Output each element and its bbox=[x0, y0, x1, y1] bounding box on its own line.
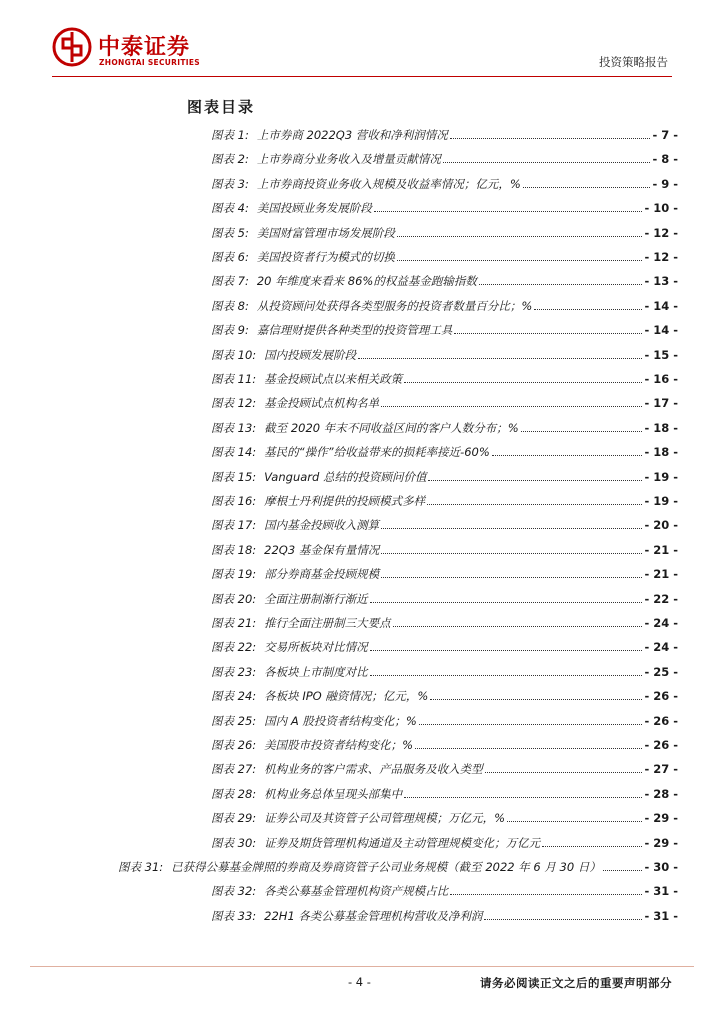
toc-entry-label: 图表 16: bbox=[211, 494, 257, 508]
toc-entry-label: 图表 25: bbox=[211, 713, 257, 728]
toc-leader-dots bbox=[370, 639, 643, 651]
toc-entry-page: - 26 - bbox=[644, 689, 678, 704]
toc-leader-dots bbox=[404, 371, 642, 383]
toc-entry-label: 图表 15: bbox=[211, 469, 257, 484]
toc-entry-page: - 26 - bbox=[644, 713, 678, 728]
toc-entry-caption: 上市券商投资业务收入规模及收益率情况；亿元，% bbox=[256, 176, 521, 191]
toc-entry-label: 图表 27: bbox=[211, 762, 257, 777]
toc-leader-dots bbox=[523, 176, 651, 188]
toc-entry-page: - 22 - bbox=[644, 591, 678, 606]
toc-entry[interactable] bbox=[211, 395, 678, 411]
brand-name-cn: 中泰证券 bbox=[98, 35, 191, 60]
toc-entry-page: - 17 - bbox=[644, 396, 678, 411]
toc-leader-dots bbox=[450, 883, 642, 895]
toc-leader-dots bbox=[484, 908, 642, 920]
toc-entry[interactable] bbox=[211, 664, 678, 680]
report-type: 投资策略报告 bbox=[599, 55, 668, 69]
header-divider bbox=[52, 76, 672, 77]
toc-entry-label: 图表 21: bbox=[211, 616, 257, 630]
toc-entry-label: 图表 22: bbox=[211, 640, 257, 655]
toc-entry-caption: 机构业务的客户需求、产品服务及收入类型 bbox=[264, 762, 483, 777]
toc-entry-page: - 21 - bbox=[644, 567, 678, 582]
toc-entry-label: 图表 12: bbox=[211, 396, 257, 411]
toc-entry-caption: 22Q3 基金保有量情况 bbox=[264, 542, 380, 557]
toc-leader-dots bbox=[428, 469, 642, 481]
toc-entry-page: - 16 - bbox=[644, 372, 678, 386]
toc-entry-page: - 29 - bbox=[644, 835, 678, 850]
toc-entry-caption: 推行全面注册制三大要点 bbox=[264, 616, 391, 630]
toc-entry[interactable] bbox=[211, 883, 678, 899]
toc-entry-label: 图表 8: bbox=[211, 298, 249, 313]
toc-entry-caption: 22H1 各类公募基金管理机构营收及净利润 bbox=[264, 908, 483, 923]
toc-entry-caption: 基民的“操作”给收益带来的损耗率接近-60% bbox=[264, 445, 490, 460]
toc-title: 图表目录 bbox=[187, 98, 256, 116]
toc-entry-caption: 美国投资者行为模式的切换 bbox=[256, 250, 395, 264]
toc-entry-caption: 交易所板块对比情况 bbox=[264, 640, 368, 655]
toc-entry-label: 图表 4: bbox=[211, 201, 249, 216]
toc-entry[interactable] bbox=[211, 639, 678, 655]
toc-entry-label: 图表 5: bbox=[211, 225, 249, 240]
toc-entry-label: 图表 11: bbox=[211, 372, 257, 386]
toc-entry[interactable] bbox=[211, 273, 678, 289]
brand-name-en: ZHONGTAI SECURITIES bbox=[99, 58, 200, 67]
toc-entry[interactable] bbox=[211, 176, 678, 192]
toc-leader-dots bbox=[542, 835, 642, 847]
toc-entry-page: - 28 - bbox=[644, 786, 678, 801]
toc-entry-label: 图表 32: bbox=[211, 884, 257, 899]
toc-entry[interactable] bbox=[211, 810, 678, 826]
toc-entry-label: 图表 9: bbox=[211, 323, 249, 338]
toc-entry-label: 图表 26: bbox=[211, 738, 257, 752]
toc-entry[interactable] bbox=[211, 249, 678, 265]
toc-entry-caption: 部分券商基金投顾规模 bbox=[264, 567, 380, 582]
toc-entry[interactable] bbox=[211, 371, 678, 387]
toc-entry-caption: 上市券商 2022Q3 营收和净利润情况 bbox=[256, 128, 448, 142]
toc-entry-label: 图表 30: bbox=[211, 835, 257, 850]
toc-entry-caption: 国内投顾发展阶段 bbox=[264, 347, 357, 362]
toc-entry[interactable] bbox=[211, 615, 678, 631]
toc-entry-label: 图表 10: bbox=[211, 347, 257, 362]
toc-entry[interactable] bbox=[211, 225, 678, 241]
toc-entry-caption: 各板块 IPO 融资情况；亿元，% bbox=[264, 689, 429, 704]
footer-disclaimer: 请务必阅读正文之后的重要声明部分 bbox=[480, 976, 672, 990]
toc-entry[interactable] bbox=[211, 566, 678, 582]
toc-entry-page: - 12 - bbox=[644, 225, 678, 240]
toc-leader-dots bbox=[427, 493, 642, 505]
toc-entry-page: - 24 - bbox=[644, 616, 678, 630]
toc-entry-page: - 30 - bbox=[644, 860, 678, 874]
toc-entry-caption: 国内 A 股投资者结构变化；% bbox=[264, 713, 417, 728]
toc-entry-page: - 15 - bbox=[644, 347, 678, 362]
toc-entry-caption: 全面注册制渐行渐近 bbox=[264, 591, 368, 606]
toc-leader-dots bbox=[393, 615, 643, 627]
toc-leader-dots bbox=[381, 566, 642, 578]
toc-entry[interactable] bbox=[211, 542, 678, 558]
toc-entry-page: - 19 - bbox=[644, 469, 678, 484]
toc-entry-page: - 9 - bbox=[652, 176, 678, 191]
toc-leader-dots bbox=[358, 347, 642, 359]
toc-entry-caption: 已获得公募基金牌照的券商及券商资管子公司业务规模（截至 2022 年 6 月 30 日） bbox=[171, 860, 601, 874]
toc-entry-page: - 7 - bbox=[652, 128, 678, 142]
toc-entry-caption: Vanguard 总结的投资顾问价值 bbox=[264, 469, 427, 484]
toc-leader-dots bbox=[370, 591, 643, 603]
toc-entry-label: 图表 3: bbox=[211, 176, 249, 191]
toc-leader-dots bbox=[381, 542, 642, 554]
toc-entry-caption: 美国投顾业务发展阶段 bbox=[256, 201, 372, 216]
toc-entry[interactable] bbox=[211, 347, 678, 363]
page-number: - 4 - bbox=[348, 975, 371, 989]
toc-entry[interactable] bbox=[211, 127, 678, 143]
toc-entry-caption: 截至 2020 年末不同收益区间的客户人数分布；% bbox=[264, 420, 519, 435]
toc-entry-label: 图表 18: bbox=[211, 542, 257, 557]
toc-entry-label: 图表 23: bbox=[211, 664, 257, 679]
toc-entry-label: 图表 2: bbox=[211, 152, 249, 167]
toc-leader-dots bbox=[397, 225, 643, 237]
toc-entry-label: 图表 7: bbox=[211, 274, 249, 289]
toc-entry[interactable] bbox=[211, 493, 678, 509]
toc-entry-page: - 18 - bbox=[644, 420, 678, 435]
toc-entry-page: - 18 - bbox=[644, 445, 678, 460]
toc-entry-caption: 嘉信理财提供各种类型的投资管理工具 bbox=[256, 323, 453, 338]
toc-entry[interactable] bbox=[211, 737, 678, 753]
toc-entry[interactable] bbox=[211, 688, 678, 704]
toc-leader-dots bbox=[479, 273, 643, 285]
toc-entry-page: - 20 - bbox=[644, 518, 678, 533]
toc-entry[interactable] bbox=[211, 761, 678, 777]
toc-entry[interactable] bbox=[211, 322, 678, 338]
toc-entry[interactable] bbox=[211, 444, 678, 460]
toc-entry-page: - 25 - bbox=[644, 664, 678, 679]
toc-leader-dots bbox=[534, 298, 642, 310]
toc-leader-dots bbox=[430, 688, 642, 700]
toc-entry-label: 图表 20: bbox=[211, 591, 257, 606]
toc-leader-dots bbox=[374, 200, 643, 212]
toc-leader-dots bbox=[370, 664, 643, 676]
toc-leader-dots bbox=[397, 249, 643, 261]
toc-leader-dots bbox=[381, 517, 642, 529]
toc-leader-dots bbox=[404, 786, 642, 798]
toc-entry-caption: 美国股市投资者结构变化；% bbox=[264, 738, 414, 752]
toc-entry-caption: 基金投顾试点以来相关政策 bbox=[264, 372, 403, 386]
toc-entry-label: 图表 33: bbox=[211, 908, 257, 923]
toc-entry-page: - 14 - bbox=[644, 323, 678, 338]
toc-entry-page: - 21 - bbox=[644, 542, 678, 557]
toc-entry-caption: 机构业务总体呈现头部集中 bbox=[264, 786, 403, 801]
toc-entry-label: 图表 28: bbox=[211, 786, 257, 801]
toc-entry[interactable] bbox=[118, 859, 678, 875]
toc-entry-caption: 上市券商分业务收入及增量贡献情况 bbox=[256, 152, 441, 167]
toc-entry-label: 图表 29: bbox=[211, 811, 257, 826]
toc-leader-dots bbox=[381, 395, 642, 407]
toc-entry[interactable] bbox=[211, 420, 678, 436]
toc-entry[interactable] bbox=[211, 908, 678, 924]
toc-leader-dots bbox=[485, 761, 643, 773]
toc-entry-page: - 10 - bbox=[644, 201, 678, 216]
toc-entry-label: 图表 17: bbox=[211, 518, 257, 533]
toc-entry-page: - 27 - bbox=[644, 762, 678, 777]
toc-entry-label: 图表 1: bbox=[211, 128, 249, 142]
toc-entry-label: 图表 6: bbox=[211, 250, 249, 264]
toc-entry[interactable] bbox=[211, 200, 678, 216]
toc-entry[interactable] bbox=[211, 151, 678, 167]
toc-entry-page: - 8 - bbox=[652, 152, 678, 167]
toc-entry-page: - 13 - bbox=[644, 274, 678, 289]
toc-leader-dots bbox=[492, 444, 643, 456]
toc-entry-page: - 26 - bbox=[644, 738, 678, 752]
toc-entry-caption: 各类公募基金管理机构资产规模占比 bbox=[264, 884, 449, 899]
toc-entry-caption: 证券公司及其资管子公司管理规模；万亿元，% bbox=[264, 811, 506, 826]
toc-entry-page: - 14 - bbox=[644, 298, 678, 313]
toc-leader-dots bbox=[415, 737, 642, 749]
toc-entry-caption: 从投资顾问处获得各类型服务的投资者数量百分比；% bbox=[256, 298, 533, 313]
toc-entry[interactable] bbox=[211, 517, 678, 533]
toc-entry[interactable] bbox=[211, 298, 678, 314]
page-header bbox=[0, 0, 724, 80]
toc-leader-dots bbox=[521, 420, 643, 432]
toc-entry-caption: 摩根士丹利提供的投顾模式多样 bbox=[264, 494, 426, 508]
toc-entry-page: - 29 - bbox=[644, 811, 678, 826]
toc-entry-caption: 各板块上市制度对比 bbox=[264, 664, 368, 679]
toc-entry[interactable] bbox=[211, 591, 678, 607]
toc-entry-label: 图表 31: bbox=[118, 860, 164, 874]
toc-entry[interactable] bbox=[211, 786, 678, 802]
toc-leader-dots bbox=[450, 127, 651, 139]
toc-entry[interactable] bbox=[211, 713, 678, 729]
toc-leader-dots bbox=[454, 322, 642, 334]
toc-leader-dots bbox=[507, 810, 642, 822]
toc-entry-page: - 19 - bbox=[644, 494, 678, 508]
toc-entry-page: - 24 - bbox=[644, 640, 678, 655]
toc-entry-caption: 国内基金投顾收入测算 bbox=[264, 518, 380, 533]
toc-entry-page: - 31 - bbox=[644, 884, 678, 899]
toc-entry-label: 图表 13: bbox=[211, 420, 257, 435]
zhongtai-logo-icon bbox=[52, 27, 92, 67]
toc-entry-label: 图表 14: bbox=[211, 445, 257, 460]
toc-entry-label: 图表 19: bbox=[211, 567, 257, 582]
toc-entry-caption: 美国财富管理市场发展阶段 bbox=[256, 225, 395, 240]
toc-entry-page: - 12 - bbox=[644, 250, 678, 264]
toc-entry[interactable] bbox=[211, 469, 678, 485]
toc-entry-caption: 基金投顾试点机构名单 bbox=[264, 396, 380, 411]
toc-entry[interactable] bbox=[211, 835, 678, 851]
toc-leader-dots bbox=[419, 713, 643, 725]
toc-entry-label: 图表 24: bbox=[211, 689, 257, 704]
toc-entry-caption: 证券及期货管理机构通道及主动管理规模变化；万亿元 bbox=[264, 835, 541, 850]
toc-leader-dots bbox=[603, 859, 643, 871]
toc-leader-dots bbox=[443, 151, 651, 163]
toc-entry-page: - 31 - bbox=[644, 908, 678, 923]
toc-entry-caption: 20 年维度来看来 86%的权益基金跑输指数 bbox=[256, 274, 477, 289]
footer-divider bbox=[30, 966, 694, 967]
